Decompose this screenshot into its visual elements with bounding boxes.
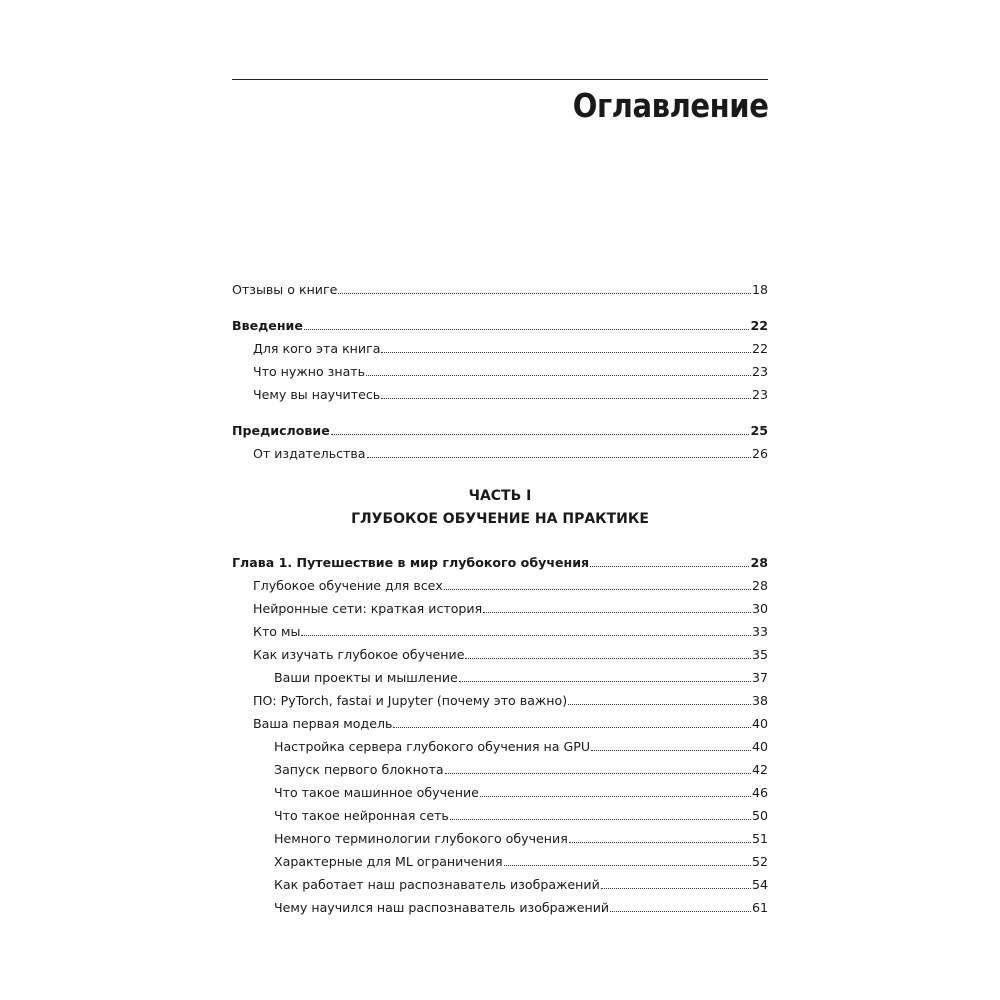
entry-page: 18 [751, 282, 768, 297]
entry-page: 28 [750, 555, 768, 570]
dot-leader [601, 888, 751, 889]
toc-entry-what-is-nn[interactable] [232, 803, 768, 823]
dot-leader [381, 352, 751, 353]
entry-page: 54 [751, 877, 768, 892]
toc-entry-reviews[interactable] [232, 277, 768, 297]
dot-leader [450, 819, 751, 820]
dot-leader [445, 773, 751, 774]
dot-leader [568, 704, 751, 705]
dot-leader [304, 329, 750, 330]
entry-title: Глубокое обучение для всех [253, 578, 443, 593]
entry-title: Отзывы о книге [232, 282, 338, 297]
toc-entry-ml-limitations[interactable] [232, 849, 768, 869]
entry-page: 51 [751, 831, 768, 846]
toc-entry-terminology[interactable] [232, 826, 768, 846]
page-title: Оглавление [572, 86, 768, 125]
dot-leader [569, 842, 751, 843]
entry-page: 42 [751, 762, 768, 777]
entry-title: ПО: PyTorch, fastai и Jupyter (почему это важно) [253, 693, 568, 708]
entry-title: Что такое машинное обучение [274, 785, 479, 800]
dot-leader [590, 566, 749, 567]
toc-entry-first-notebook[interactable] [232, 757, 768, 777]
entry-page: 23 [751, 364, 768, 379]
dot-leader [483, 612, 751, 613]
entry-page: 25 [750, 423, 768, 438]
entry-title: Чему научился наш распознаватель изображений [274, 900, 610, 915]
toc-page [232, 0, 768, 1000]
entry-page: 37 [751, 670, 768, 685]
dot-leader [480, 796, 751, 797]
toc-entry-introduction[interactable] [232, 313, 768, 333]
entry-page: 28 [751, 578, 768, 593]
toc-entry-what-you-learn[interactable] [232, 382, 768, 402]
dot-leader [366, 375, 751, 376]
entry-page: 26 [751, 446, 768, 461]
entry-title: Кто мы [253, 624, 301, 639]
entry-page: 40 [751, 739, 768, 754]
entry-title: Глава 1. Путешествие в мир глубокого обучения [232, 555, 590, 570]
dot-leader [504, 865, 751, 866]
toc-entry-your-projects[interactable] [232, 665, 768, 685]
entry-page: 22 [751, 341, 768, 356]
entry-title: Чему вы научитесь [253, 387, 381, 402]
entry-title: Как изучать глубокое обучение [253, 647, 465, 662]
toc-entry-dl-for-everyone[interactable] [232, 573, 768, 593]
entry-title: Настройка сервера глубокого обучения на GPU [274, 739, 591, 754]
entry-title: Запуск первого блокнота [274, 762, 444, 777]
toc-entry-foreword[interactable] [232, 418, 768, 438]
entry-title: Характерные для ML ограничения [274, 854, 503, 869]
entry-title: Для кого эта книга [253, 341, 381, 356]
entry-title: Нейронные сети: краткая история [253, 601, 483, 616]
toc-entry-chapter-1[interactable] [232, 550, 768, 570]
entry-page: 30 [751, 601, 768, 616]
toc-entry-prerequisites[interactable] [232, 359, 768, 379]
dot-leader [393, 727, 751, 728]
toc-entry-gpu-server[interactable] [232, 734, 768, 754]
entry-page: 46 [751, 785, 768, 800]
dot-leader [465, 658, 751, 659]
entry-page: 40 [751, 716, 768, 731]
dot-leader [338, 293, 751, 294]
toc-entry-how-recognizer-works[interactable] [232, 872, 768, 892]
toc-entry-how-to-learn[interactable] [232, 642, 768, 662]
toc-entry-what-recognizer-learned[interactable] [232, 895, 768, 915]
entry-title: Что нужно знать [253, 364, 366, 379]
entry-page: 22 [750, 318, 768, 333]
toc-entry-first-model[interactable] [232, 711, 768, 731]
toc-entry-audience[interactable] [232, 336, 768, 356]
entry-page: 61 [751, 900, 768, 915]
toc-entry-software[interactable] [232, 688, 768, 708]
entry-title: От издательства [253, 446, 366, 461]
dot-leader [381, 398, 751, 399]
toc-entry-what-is-ml[interactable] [232, 780, 768, 800]
toc-entry-nn-history[interactable] [232, 596, 768, 616]
toc-entry-from-publisher[interactable] [232, 441, 768, 461]
entry-title: Как работает наш распознаватель изображений [274, 877, 600, 892]
entry-title: Ваши проекты и мышление [274, 670, 458, 685]
dot-leader [444, 589, 751, 590]
entry-page: 33 [751, 624, 768, 639]
entry-title: Ваша первая модель [253, 716, 393, 731]
entry-page: 50 [751, 808, 768, 823]
entry-title: Предисловие [232, 423, 330, 438]
part-number: ЧАСТЬ I [468, 488, 532, 504]
entry-title: Введение [232, 318, 303, 333]
toc-entry-who-we-are[interactable] [232, 619, 768, 639]
entry-page: 38 [751, 693, 768, 708]
entry-page: 52 [751, 854, 768, 869]
entry-title: Немного терминологии глубокого обучения [274, 831, 568, 846]
dot-leader [331, 434, 750, 435]
dot-leader [301, 635, 751, 636]
dot-leader [367, 457, 751, 458]
entry-page: 35 [751, 647, 768, 662]
top-rule [232, 79, 768, 80]
dot-leader [459, 681, 751, 682]
dot-leader [591, 750, 751, 751]
dot-leader [610, 911, 751, 912]
entry-title: Что такое нейронная сеть [274, 808, 449, 823]
part-title: ГЛУБОКОЕ ОБУЧЕНИЕ НА ПРАКТИКЕ [351, 511, 649, 527]
entry-page: 23 [751, 387, 768, 402]
